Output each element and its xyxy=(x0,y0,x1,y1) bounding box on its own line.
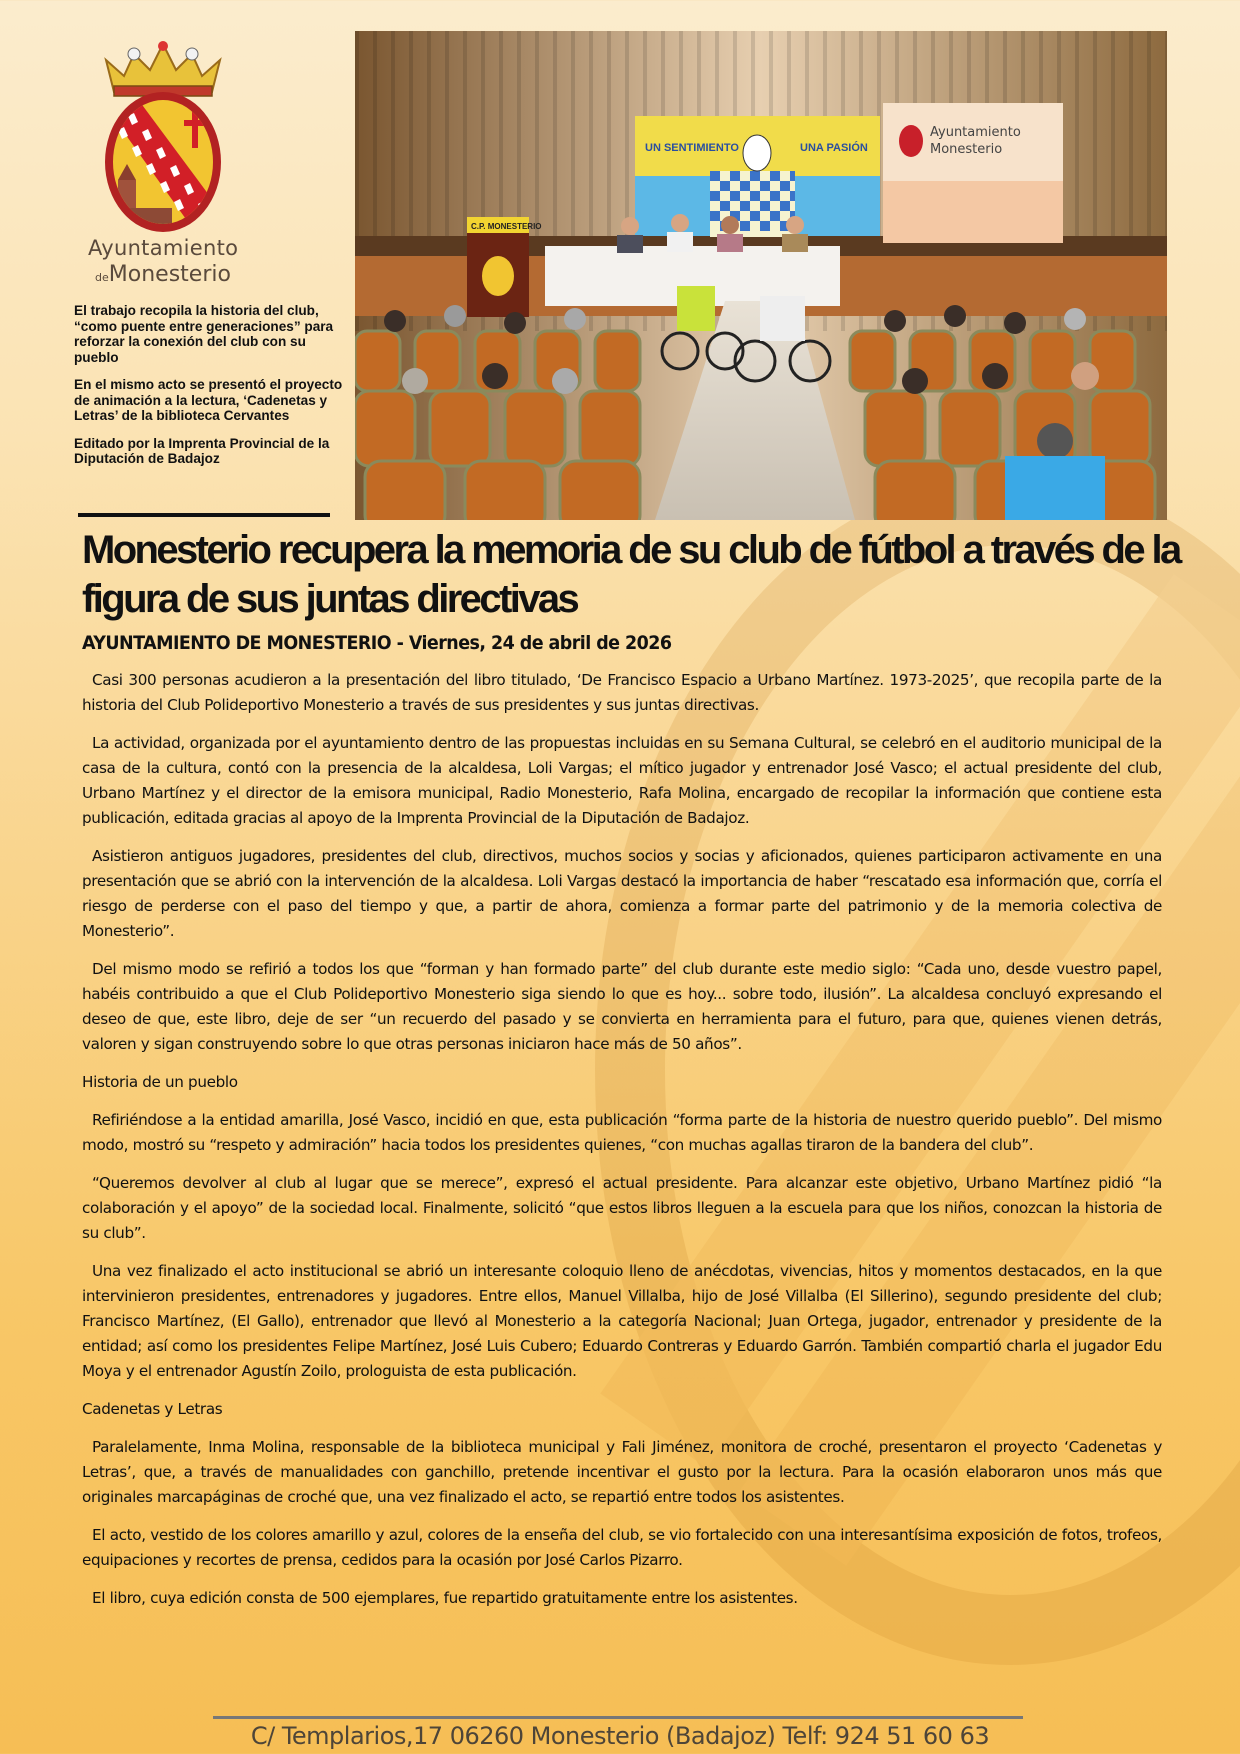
footer-divider xyxy=(213,1716,1023,1719)
article-paragraph: El acto, vestido de los colores amarillo y azul, colores de la enseña del club, se vio fortalecido con una interesantísima exposición de fotos, trofeos, equipaciones y recortes de prensa, cedidos para la ocasión por José Carlos Pizarro. xyxy=(82,1526,1162,1569)
article-paragraph: Del mismo modo se refirió a todos los que “forman y han formado parte” del club durante este medio siglo: “Cada uno, desde vuestro papel, habéis contribuido a que el Club Polideportivo Monesterio siga siendo lo que es hoy... sobre todo, ilusión”. La alcaldesa concluyó expresando el deseo de que, este libro, deje de ser “un recuerdo del pasado y se convierta en herramienta para el futuro, para que, quienes vienen detrás, valoren y sigan construyendo sobre lo que otras personas iniciaron hace más de 50 años”. xyxy=(82,960,1162,1053)
highlight-item: Editado por la Imprenta Provincial de la Diputación de Badajoz xyxy=(74,435,330,466)
club-flag xyxy=(635,116,880,237)
ayuntamiento-logo xyxy=(88,40,238,290)
coat-of-arms-icon xyxy=(88,40,238,235)
ayuntamiento-banner xyxy=(883,103,1063,243)
logo-line2-prefix: de xyxy=(95,271,109,284)
footer-address: C/ Templarios,17 06260 Monesterio (Badajoz) Telf: 924 51 60 63 xyxy=(250,1722,990,1750)
article-subheading: Cadenetas y Letras xyxy=(82,1400,223,1418)
logo-line2 xyxy=(88,262,238,287)
event-photo xyxy=(355,31,1167,520)
article-paragraph: Refiriéndose a la entidad amarilla, José Vasco, incidió en que, esta publicación “forma parte de la historia de nuestro querido pueblo”. Del mismo modo, mostró su “respeto y admiración” hacia todos los presidentes quienes, “con muchas agallas tiraron de la bandera del club”. xyxy=(82,1111,1162,1154)
flag-text-left: UN SENTIMIENTO xyxy=(645,142,739,154)
article-paragraph: Una vez finalizado el acto institucional se abrió un interesante coloquio lleno de anécdotas, vivencias, hitos y momentos destacados, en la que intervinieron presidentes, entrenadores y jugadores. Entre ellos, Manuel Villalba, hijo de José Villalba (El Sillerino), segundo presidente del club; Francisco Martínez, (El Gallo), entrenador que llevó al Monesterio a la categoría Nacional; Juan Ortega, jugador, entrenador y presidente de la entidad; así como los presidentes Felipe Martínez, José Luis Cubero; Eduardo Contreras y Eduardo Garrón. También compartió charla el jugador Edu Moya y el entrenador Agustín Zoilo, prologuista de esta publicación. xyxy=(82,1262,1162,1380)
podium-label: C.P. MONESTERIO xyxy=(471,222,542,231)
sidebar-highlights xyxy=(74,303,344,479)
flag-text-right: UNA PASIÓN xyxy=(800,142,868,154)
article-paragraph: La actividad, organizada por el ayuntamiento dentro de las propuestas incluidas en su Semana Cultural, se celebró en el auditorio municipal de la casa de la cultura, contó con la presencia de la alcaldesa, Loli Vargas; el mítico jugador y entrenador José Vasco; el actual presidente del club, Urbano Martínez y el director de la emisora municipal, Radio Monesterio, Rafa Molina, encargado de recopilar la información que contiene esta publicación, editada gracias al apoyo de la Imprenta Provincial de la Diputación de Badajoz. xyxy=(82,734,1162,827)
sidebar-divider xyxy=(78,513,330,517)
person-blue-shirt xyxy=(1005,456,1105,520)
banner-line2: Monesterio xyxy=(930,142,1003,157)
article-byline: AYUNTAMIENTO DE MONESTERIO - Viernes, 24 de abril de 2026 xyxy=(82,632,672,654)
logo-line2-main: Monesterio xyxy=(108,262,231,287)
article-paragraph: El libro, cuya edición consta de 500 ejemplares, fue repartido gratuitamente entre los asistentes. xyxy=(92,1589,798,1607)
banner-line1: Ayuntamiento xyxy=(930,125,1021,140)
article-paragraph: Casi 300 personas acudieron a la presentación del libro titulado, ‘De Francisco Espacio a Urbano Martínez. 1973-2025’, que recopila parte de la historia del Club Polideportivo Monesterio a través de sus presidentes y sus juntas directivas. xyxy=(82,671,1162,714)
article-headline: Monesterio recupera la memoria de su club de fútbol a través de la figura de sus juntas directivas xyxy=(82,528,1180,621)
article-paragraph: “Queremos devolver al club al lugar que se merece”, expresó el actual presidente. Para alcanzar este objetivo, Urbano Martínez pidió “la colaboración y el apoyo” de la sociedad local. Finalmente, solicitó “que estos libros lleguen a la escuela para que los niños, conozcan la historia de su club”. xyxy=(82,1174,1162,1242)
highlight-item: En el mismo acto se presentó el proyecto de animación a la lectura, ‘Cadenetas y Letras’ de la biblioteca Cervantes xyxy=(74,377,343,423)
logo-line1: Ayuntamiento xyxy=(88,236,239,260)
article-paragraph: Paralelamente, Inma Molina, responsable de la biblioteca municipal y Fali Jiménez, monitora de croché, presentaron el proyecto ‘Cadenetas y Letras’, que, a través de manualidades con ganchillo, pretende incentivar el gusto por la lectura. Para la ocasión elaboraron unos más que originales marcapáginas de croché que, una vez finalizado el acto, se repartió entre todos los asistentes. xyxy=(82,1438,1162,1506)
highlight-item: El trabajo recopila la historia del club, “como puente entre generaciones” para reforzar la conexión del club con su pueblo xyxy=(74,303,334,365)
article-body xyxy=(82,668,1162,1624)
article-subheading: Historia de un pueblo xyxy=(82,1073,238,1091)
article-paragraph: Asistieron antiguos jugadores, presidentes del club, directivos, muchos socios y socias y aficionados, quienes participaron activamente en una presentación que se abrió con la intervención de la alcaldesa. Loli Vargas destacó la importancia de haber “rescatado esa información que, corría el riesgo de perderse con el paso del tiempo y que, a partir de ahora, comienza a formar parte del patrimonio y de la memoria colectiva de Monesterio”. xyxy=(82,847,1162,940)
